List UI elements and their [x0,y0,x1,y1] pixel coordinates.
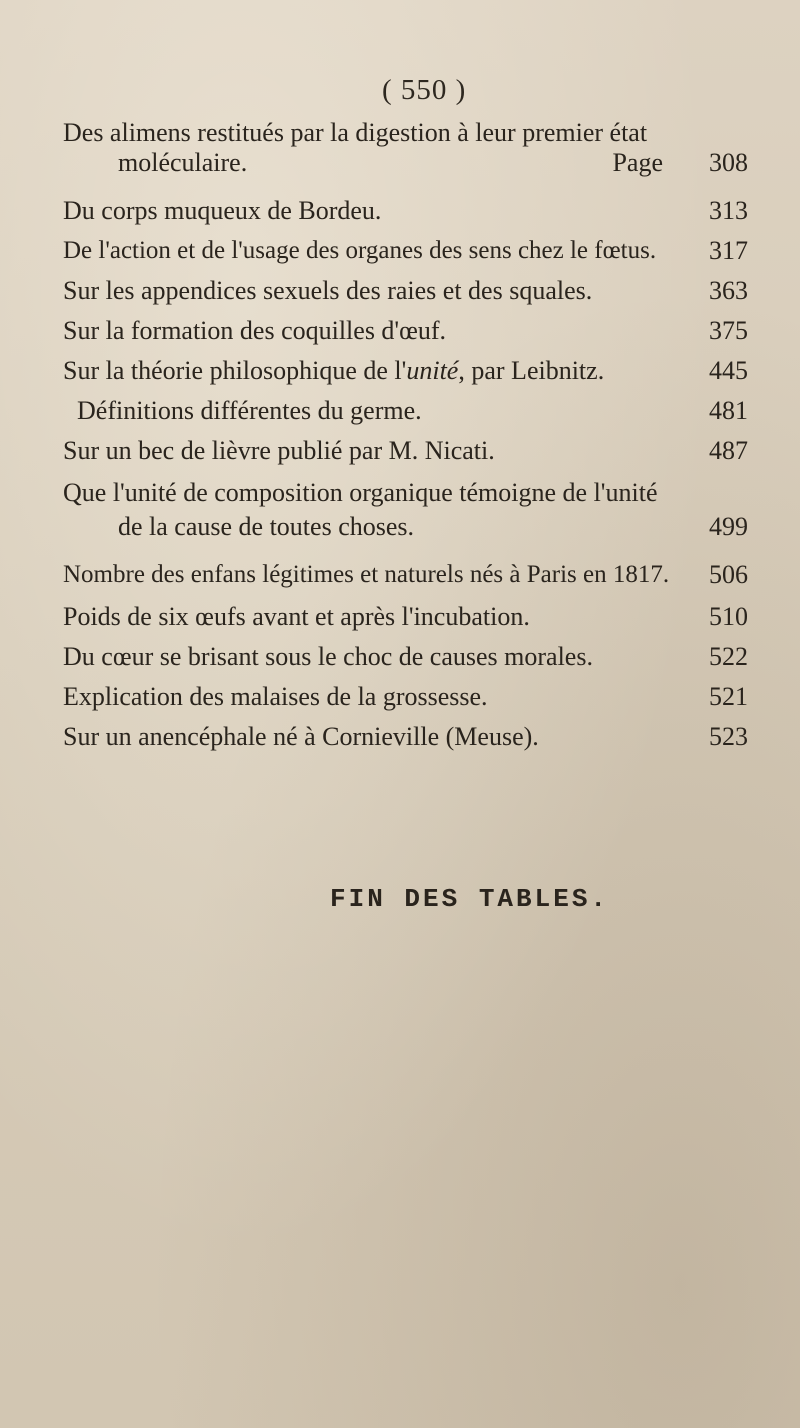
toc-entry [63,276,748,306]
entry-page-number: 313 [709,196,748,225]
entry-continuation-text: moléculaire. [118,148,248,177]
entry-page-number: 445 [709,356,748,385]
page-number: ( 550 ) [382,74,467,106]
entry-title: Explication des malaises de la grossesse. [63,682,488,711]
entry-title: De l'action et de l'usage des organes des sens chez le fœtus. [63,237,657,264]
entry-page-number: 506 [709,560,748,589]
entry-title: Sur les appendices sexuels des raies et des squales. [63,276,593,305]
toc-entry [63,560,748,590]
entry-title-continuation [63,148,748,178]
entry-title: Du cœur se brisant sous le choc de causes morales. [63,642,593,671]
entry-title: Du corps muqueux de Bordeu. [63,196,382,225]
toc-entry [63,118,748,178]
entry-page-number: 363 [709,276,748,305]
entry-title: Sur la formation des coquilles d'œuf. [63,316,447,345]
entry-page-number: 375 [709,316,748,345]
page-label: Page [612,148,663,177]
entry-page-number: 499 [709,512,748,541]
entry-page-number: 308 [709,148,748,177]
entry-title-italic: unité [406,356,459,385]
entry-title: Que l'unité de composition organique témoigne de l'unité [63,478,658,507]
toc-entry [63,436,748,466]
entry-page-number: 481 [709,396,748,425]
entry-title [63,356,748,386]
entry-page-number: 521 [709,682,748,711]
entry-title: Nombre des enfans légitimes et naturels nés à Paris en 1817. [63,561,670,588]
entry-title-continuation [63,508,748,542]
entry-page-number: 522 [709,642,748,671]
entry-title-part: Sur la théorie philosophique de l' [63,356,407,385]
entry-page-number: 487 [709,436,748,465]
entry-title: Sur un bec de lièvre publié par M. Nicati. [63,436,495,465]
entry-title: Définitions différentes du germe. [77,396,422,425]
toc-entry [63,602,748,632]
toc-entry [63,682,748,712]
toc-entry [63,722,748,752]
entry-title-part: , par Leibnitz. [458,356,605,385]
toc-entry [63,316,748,346]
toc-entry [63,236,748,266]
entry-title: Des alimens restitués par la digestion à leur premier état [63,118,648,147]
entry-title: Poids de six œufs avant et après l'incubation. [63,602,530,631]
toc-entry [63,356,748,386]
entry-page-number: 317 [709,236,748,265]
entry-continuation-text: de la cause de toutes choses. [118,512,415,541]
end-of-tables-footer: FIN DES TABLES. [330,884,610,914]
entry-title: Sur un anencéphale né à Cornieville (Meuse). [63,722,539,751]
entry-page-number: 510 [709,602,748,631]
entry-page-number: 523 [709,722,748,751]
toc-entry [63,196,748,226]
toc-entry [63,396,748,426]
toc-entry [63,478,748,542]
toc-entry [63,642,748,672]
